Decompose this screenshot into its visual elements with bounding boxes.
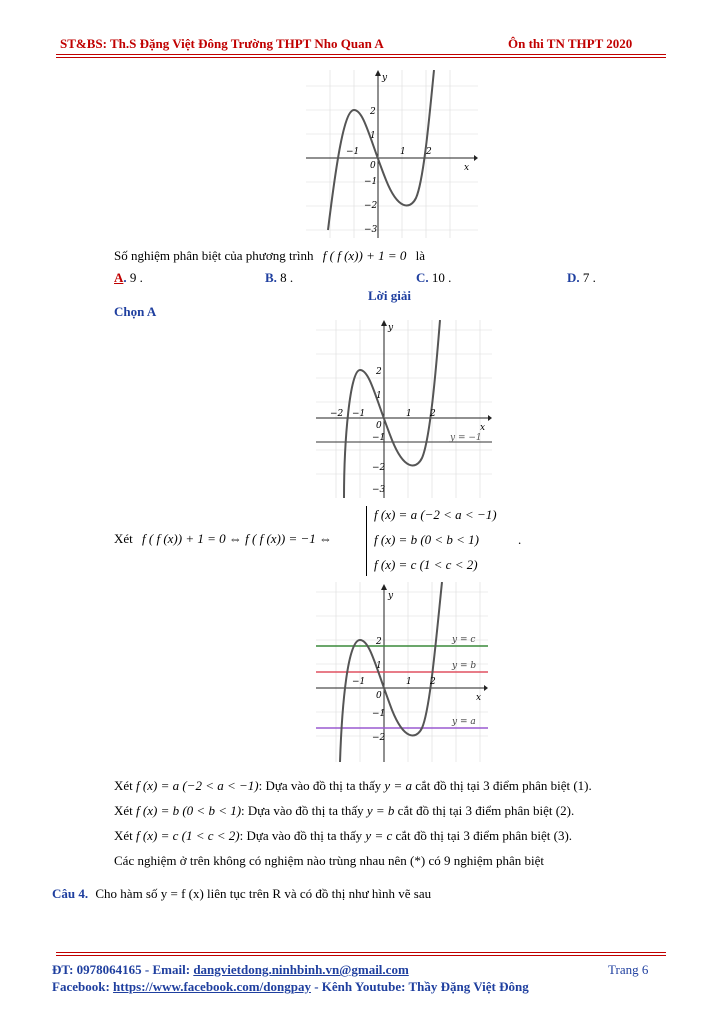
g2-xtick-4: 2	[430, 409, 436, 419]
g1-ytick-4: −2	[364, 201, 378, 211]
g3-ytick-1: 2	[376, 637, 382, 647]
g1-ytick-1: 2	[370, 107, 376, 117]
case-b: f (x) = b (0 < b < 1)	[374, 532, 480, 547]
case-line-3: Xét f (x) = c (1 < c < 2): Dựa vào đồ thị ta thấy y = c cắt đồ thị tại 3 điểm phân biệt (3).	[114, 828, 573, 843]
g2-xtick-1: −2	[330, 409, 344, 419]
g3-origin: 0	[376, 691, 382, 701]
g3-ytick-4: −2	[372, 733, 386, 743]
g3-xtick-2: 1	[406, 677, 412, 687]
option-b[interactable]: B. 8 .	[265, 270, 294, 285]
g1-xtick-3: 2	[426, 147, 432, 157]
option-c[interactable]: C. 10 .	[416, 270, 452, 285]
footer-rule-top	[56, 952, 666, 953]
g3-x-label: x	[476, 693, 482, 703]
g3-label-a: y = a	[452, 717, 476, 727]
g1-xtick-1: −1	[346, 147, 360, 157]
footer-social: Facebook: https://www.facebook.com/dongpay - Kênh Youtube: Thầy Đặng Việt Đông	[52, 979, 529, 994]
g3-label-b: y = b	[452, 661, 477, 671]
footer-page: Trang 6	[608, 962, 649, 977]
g2-ytick-1: 2	[376, 367, 382, 377]
solution-main-equation: f ( f (x)) + 1 = 0 ⇔ f ( f (x)) = −1 ⇔	[142, 531, 332, 546]
footer-contact: ĐT: 0978064165 - Email: dangvietdong.ninhbinh.vn@gmail.com	[52, 962, 409, 977]
solution-main: Xét f ( f (x)) + 1 = 0 ⇔ f ( f (x)) = −1 ⇔	[114, 531, 332, 546]
footer-rule-bottom	[56, 955, 666, 956]
solution-title: Lời giải	[368, 288, 411, 303]
cases-bracket	[366, 506, 367, 576]
g2-line-label: y = −1	[450, 433, 482, 443]
g2-origin: 0	[376, 421, 382, 431]
g2-ytick-3: −1	[372, 433, 386, 443]
graph-2	[316, 320, 492, 498]
g3-label-c: y = c	[452, 635, 476, 645]
graph-1	[306, 70, 478, 238]
option-a[interactable]: A. 9 .	[114, 270, 143, 285]
g3-ytick-2: 1	[376, 661, 382, 671]
question-equation: f ( f (x)) + 1 = 0	[322, 248, 407, 263]
question-prompt: Số nghiệm phân biệt của phương trình f ( f (x)) + 1 = 0 là	[114, 248, 426, 263]
cases-end-dot: .	[518, 532, 522, 547]
case-line-2: Xét f (x) = b (0 < b < 1): Dựa vào đồ thị ta thấy y = b cắt đồ thị tại 3 điểm phân biệt (2).	[114, 803, 575, 818]
case-c: f (x) = c (1 < c < 2)	[374, 557, 478, 572]
next-question-label: Câu 4.	[52, 886, 89, 901]
graph-3	[316, 582, 488, 762]
footer-facebook-link[interactable]: https://www.facebook.com/dongpay	[113, 979, 311, 994]
g2-x-label: x	[480, 423, 486, 433]
g1-ytick-3: −1	[364, 177, 378, 187]
next-question-text: Cho hàm số y = f (x) liên tục trên R và có đồ thị như hình vẽ sau	[95, 886, 432, 901]
g2-ytick-5: −3	[372, 485, 386, 495]
g1-ytick-2: 1	[370, 131, 376, 141]
g3-xtick-1: −1	[352, 677, 366, 687]
header-right: Ôn thi TN THPT 2020	[508, 36, 633, 51]
g2-ytick-2: 1	[376, 391, 382, 401]
case-line-1: Xét f (x) = a (−2 < a < −1): Dựa vào đồ thị ta thấy y = a cắt đồ thị tại 3 điểm phân biệt (1).	[114, 778, 592, 793]
g2-y-label: y	[388, 323, 394, 333]
g2-ytick-4: −2	[372, 463, 386, 473]
g1-origin: 0	[370, 161, 376, 171]
header-left: ST&BS: Th.S Đặng Việt Đông Trường THPT Nho Quan A	[60, 36, 384, 51]
conclusion: Các nghiệm ở trên không có nghiệm nào trùng nhau nên (*) có 9 nghiệm phân biệt	[114, 853, 544, 868]
g3-y-label: y	[388, 591, 394, 601]
header-rule-bottom	[56, 57, 666, 58]
g1-xtick-2: 1	[400, 147, 406, 157]
next-question	[52, 886, 431, 902]
case-a: f (x) = a (−2 < a < −1)	[374, 507, 497, 522]
g3-ytick-3: −1	[372, 709, 386, 719]
solution-choice: Chọn A	[114, 304, 157, 319]
g2-xtick-2: −1	[352, 409, 366, 419]
option-d[interactable]: D. 7 .	[567, 270, 596, 285]
g1-y-label: y	[382, 73, 388, 83]
header-rule-top	[56, 54, 666, 55]
footer-email-link[interactable]: dangvietdong.ninhbinh.vn@gmail.com	[193, 962, 409, 977]
g1-x-label: x	[464, 163, 470, 173]
g1-ytick-5: −3	[364, 225, 378, 235]
g2-xtick-3: 1	[406, 409, 412, 419]
g3-xtick-3: 2	[430, 677, 436, 687]
